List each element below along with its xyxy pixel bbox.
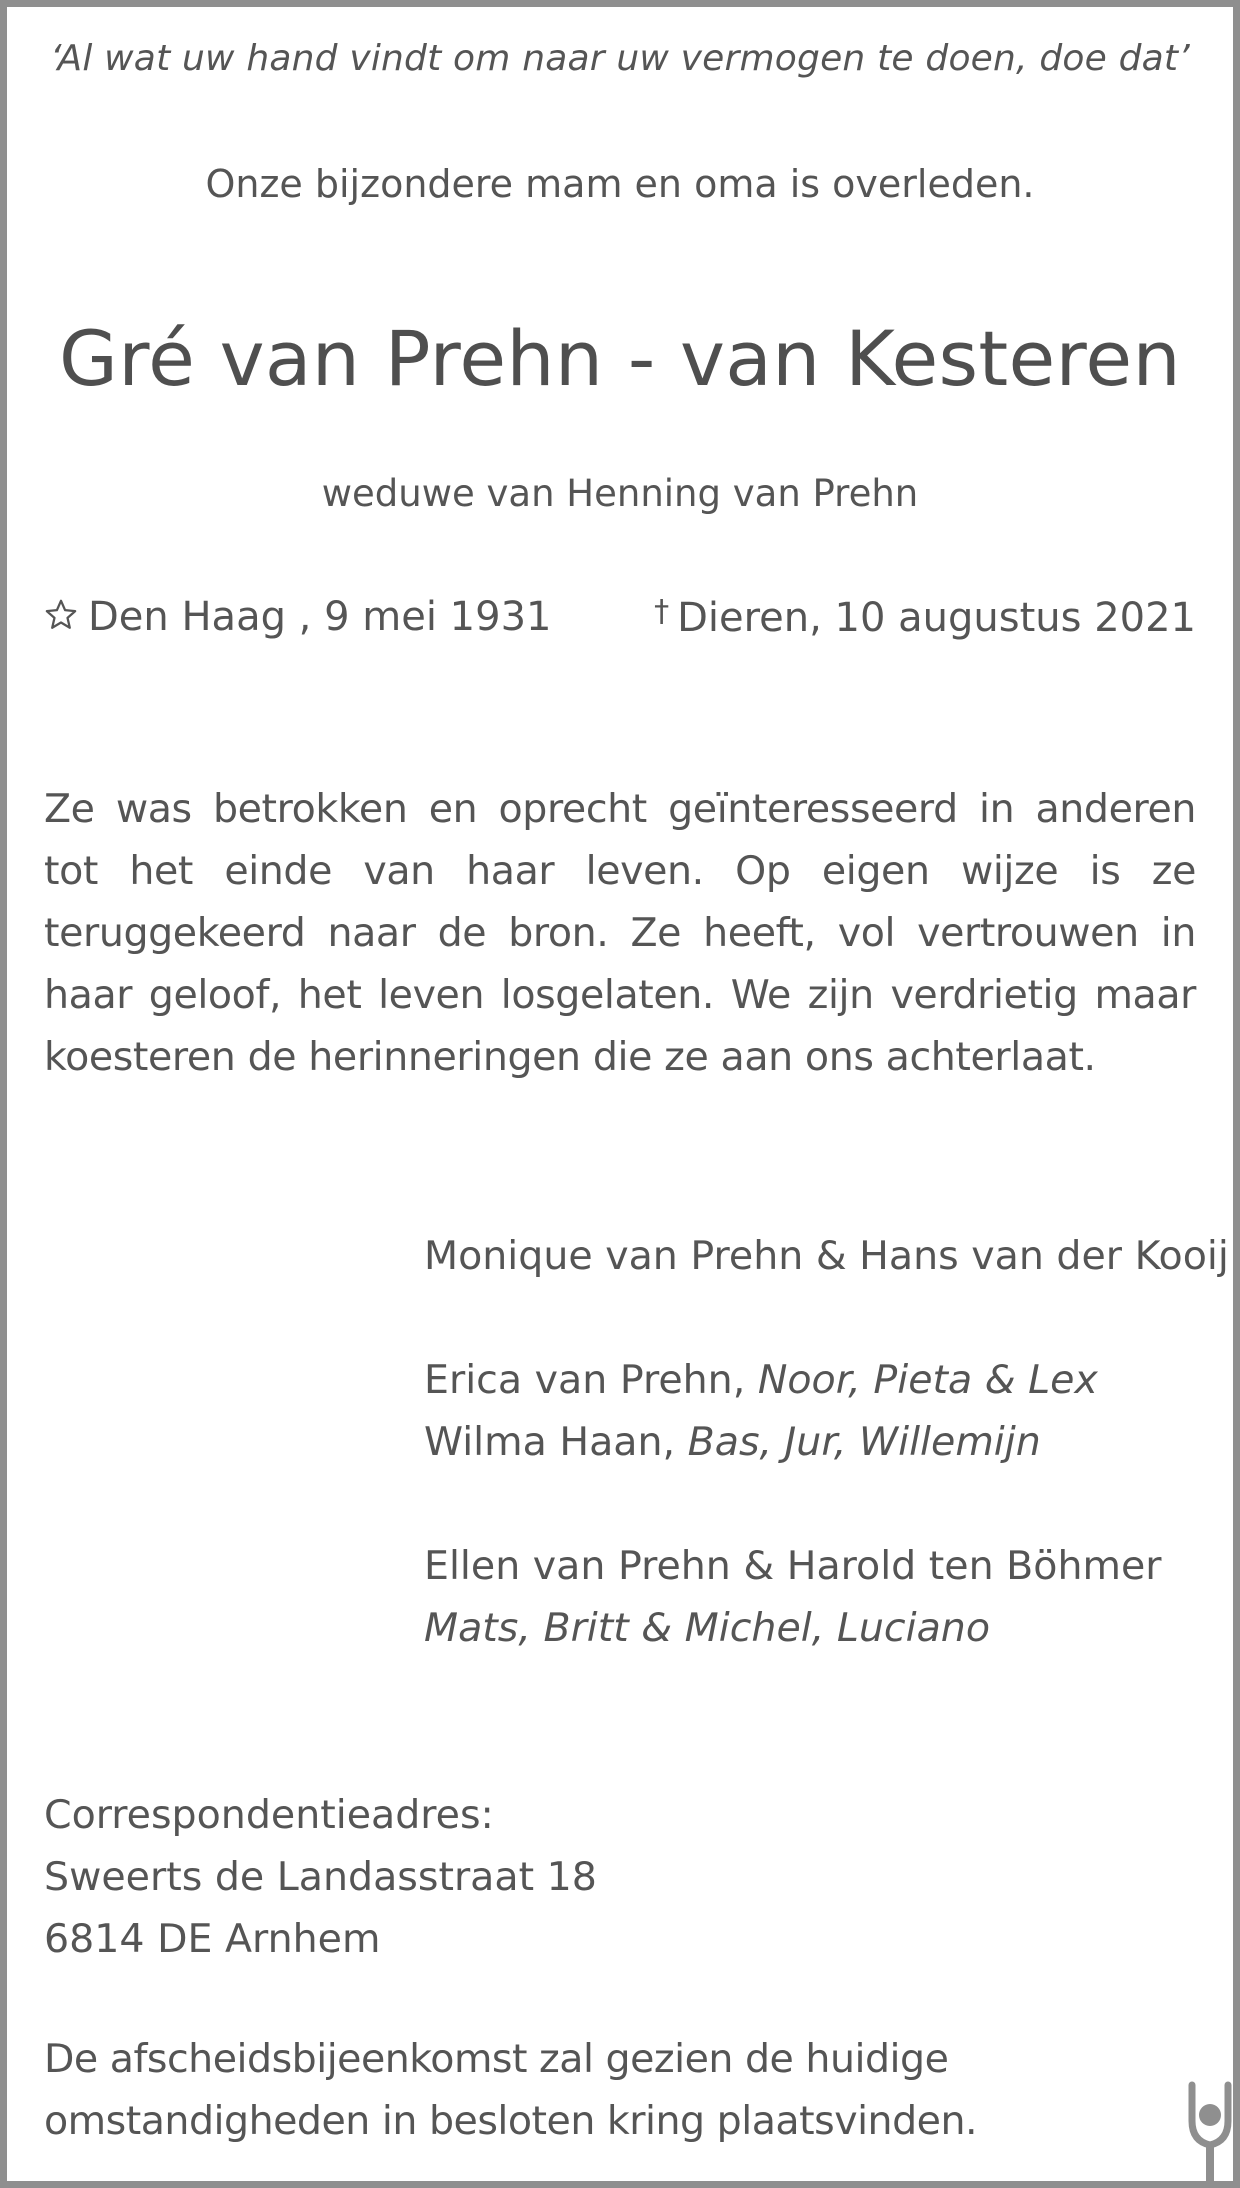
address-label: Correspondentieadres:: [44, 1792, 494, 1838]
signer-children: Noor, Pieta & Lex: [757, 1357, 1098, 1403]
cross-icon: †: [654, 594, 670, 629]
widow-of-text: weduwe van Henning van Prehn: [321, 472, 919, 515]
signer-name: Erica van Prehn,: [424, 1357, 758, 1403]
closing-text: De afscheidsbijeenkomst zal gezien de huidige omstandigheden in besloten kring plaatsvinden.: [44, 2036, 978, 2144]
publisher-logo-icon: [1186, 2081, 1234, 2181]
motto-quote: ‘Al wat uw hand vindt om naar uw vermogen te doen, doe dat’: [50, 38, 1190, 79]
signer-children: Bas, Jur, Willemijn: [687, 1419, 1041, 1465]
correspondence-address: [44, 1784, 1196, 1970]
signer-line: Ellen van Prehn & Harold ten Böhmer: [424, 1543, 1162, 1589]
death-text: Dieren, 10 augustus 2021: [677, 595, 1196, 641]
signers-block: [424, 1225, 1229, 1659]
death-info: [654, 594, 1196, 641]
signer-children: Mats, Britt & Michel, Luciano: [424, 1605, 990, 1651]
body-paragraph: Ze was betrokken en oprecht geïnteresseerd in anderen tot het einde van haar leven. Op eigen wijze is ze teruggekeerd naar de bron. Ze heeft, vol vertrouwen in haar geloof, het leven losgelaten. We zijn verdrietig maar koesteren de herinneringen die ze aan ons achterlaat.: [44, 786, 1196, 1080]
signer-line: Monique van Prehn & Hans van der Kooij: [424, 1233, 1229, 1279]
signer-name: Wilma Haan,: [424, 1419, 688, 1465]
birth-info: [44, 594, 551, 640]
star-icon: [44, 594, 78, 640]
intro-text: Onze bijzondere mam en oma is overleden.: [205, 162, 1035, 206]
signer-line: [424, 1349, 1204, 1411]
deceased-name: Gré van Prehn - van Kesteren: [59, 314, 1181, 403]
birth-text: Den Haag , 9 mei 1931: [88, 594, 552, 640]
address-street: Sweerts de Landasstraat 18: [44, 1854, 597, 1900]
signer-line: [424, 1411, 1204, 1473]
address-city: 6814 DE Arnhem: [44, 1916, 381, 1962]
